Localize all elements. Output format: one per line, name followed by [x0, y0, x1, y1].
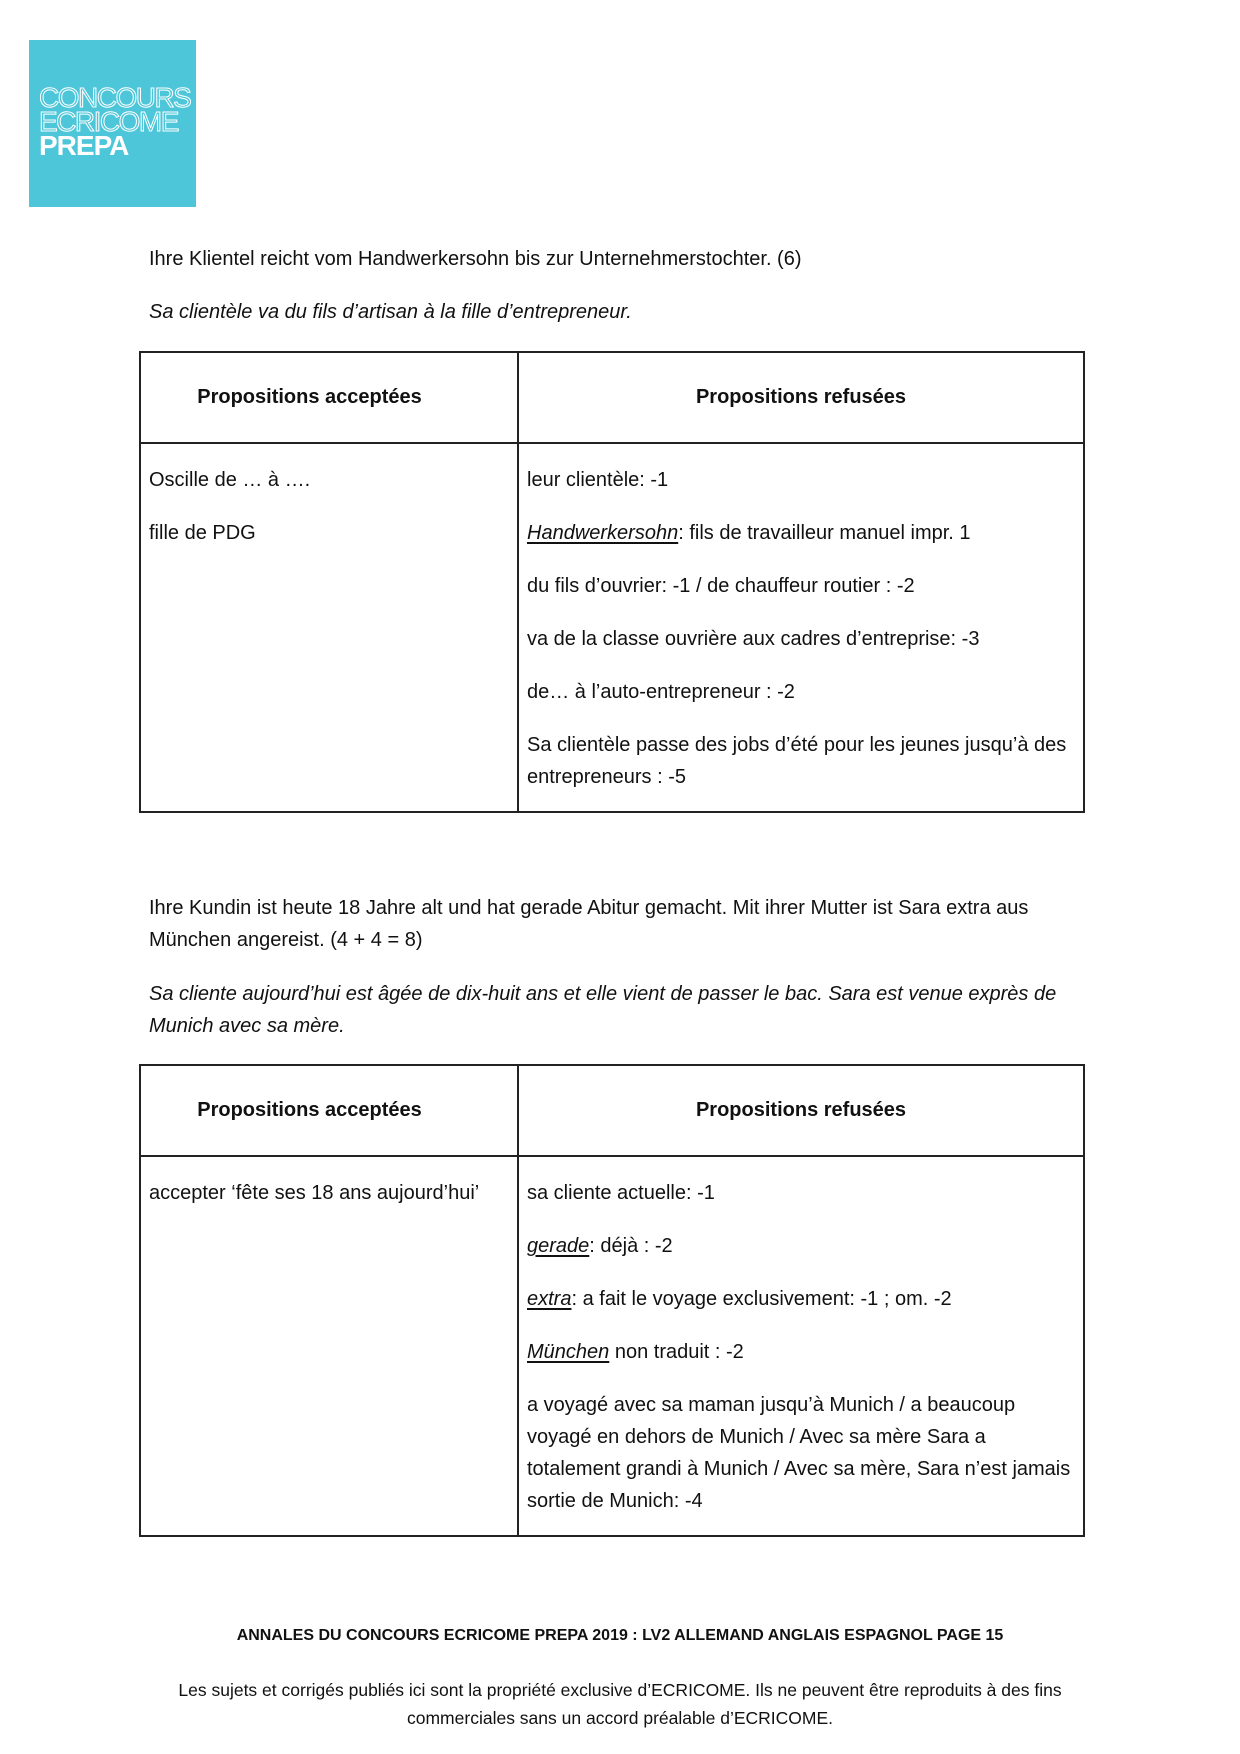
refused-item: [527, 570, 1075, 602]
accepted-column: [140, 1156, 518, 1536]
sentence-german-1: Ihre Klientel reicht vom Handwerkersohn bis zur Unternehmerstochter. (6): [149, 248, 802, 270]
german-term: gerade: [527, 1235, 590, 1257]
refused-text: du fils d’ouvrier: -1 / de chauffeur routier : -2: [527, 575, 915, 597]
refused-text: : fils de travailleur manuel impr. 1: [678, 522, 971, 544]
refused-text: va de la classe ouvrière aux cadres d’entreprise: -3: [527, 628, 980, 650]
refused-column: [518, 443, 1084, 812]
refused-item: [527, 1336, 1075, 1368]
refused-item: [527, 729, 1075, 793]
refused-text: a voyagé avec sa maman jusqu’à Munich / a beaucoup voyagé en dehors de Munich / Avec sa mère Sara a totalement grandi à Munich / Avec sa mère, Sara n’est jamais sortie de Munich: -4: [527, 1394, 1071, 1512]
sentence-french-2: Sa cliente aujourd’hui est âgée de dix-huit ans et elle vient de passer le bac. Sara est venue exprès de Munich avec sa mère.: [149, 983, 1057, 1037]
accepted-item: accepter ‘fête ses 18 ans aujourd’hui’: [149, 1182, 480, 1204]
accepted-item: Oscille de … à ….: [149, 469, 311, 491]
ecricome-logo: [29, 40, 196, 207]
refused-item: [527, 1283, 1075, 1315]
refused-item: [527, 517, 1075, 549]
logo-line-ecricome: ECRICOME: [39, 106, 178, 137]
sentence-french-1: Sa clientèle va du fils d’artisan à la fille d’entrepreneur.: [149, 301, 632, 323]
refused-item: [527, 1177, 1075, 1209]
german-term: München: [527, 1341, 610, 1363]
accepted-column: [140, 443, 518, 812]
refused-text: non traduit : -2: [609, 1341, 744, 1363]
grading-table-1: [139, 351, 1085, 813]
table-body-row: [140, 443, 1084, 812]
footer-copyright-note: Les sujets et corrigés publiés ici sont la propriété exclusive d’ECRICOME. Ils ne peuvent être reproduits à des fins commerciales sans un accord préalable d’ECRICOME.: [178, 1680, 1062, 1728]
header-refused: Propositions refusées: [518, 1065, 1084, 1156]
german-term: Handwerkersohn: [527, 522, 679, 544]
refused-text: de… à l’auto-entrepreneur : -2: [527, 681, 795, 703]
german-term: extra: [527, 1288, 572, 1310]
refused-item: [527, 1230, 1075, 1262]
header-accepted: Propositions acceptées: [140, 352, 518, 443]
footer-title: ANNALES DU CONCOURS ECRICOME PREPA 2019 : LV2 ALLEMAND ANGLAIS ESPAGNOL PAGE 15: [236, 1627, 1004, 1644]
refused-item: [527, 464, 1075, 496]
refused-text: leur clientèle: -1: [527, 469, 669, 491]
header-accepted: Propositions acceptées: [140, 1065, 518, 1156]
logo-line-prepa: PREPA: [39, 130, 129, 161]
accepted-item: fille de PDG: [149, 522, 256, 544]
header-refused: Propositions refusées: [518, 352, 1084, 443]
refused-item: [527, 1389, 1075, 1517]
logo-line-concours: CONCOURS: [39, 82, 191, 113]
sentence-german-2: Ihre Kundin ist heute 18 Jahre alt und hat gerade Abitur gemacht. Mit ihrer Mutter ist Sara extra aus München angereist. (4 + 4 = 8): [149, 897, 1029, 951]
refused-text: : a fait le voyage exclusivement: -1 ; om. -2: [571, 1288, 952, 1310]
refused-text: Sa clientèle passe des jobs d’été pour les jeunes jusqu’à des entrepreneurs : -5: [527, 734, 1067, 788]
table-header-row: [140, 1065, 1084, 1156]
refused-text: : déjà : -2: [589, 1235, 673, 1257]
table-body-row: [140, 1156, 1084, 1536]
table-header-row: [140, 352, 1084, 443]
refused-text: sa cliente actuelle: -1: [527, 1182, 715, 1204]
grading-table-2: [139, 1064, 1085, 1537]
refused-item: [527, 676, 1075, 708]
refused-item: [527, 623, 1075, 655]
refused-column: [518, 1156, 1084, 1536]
